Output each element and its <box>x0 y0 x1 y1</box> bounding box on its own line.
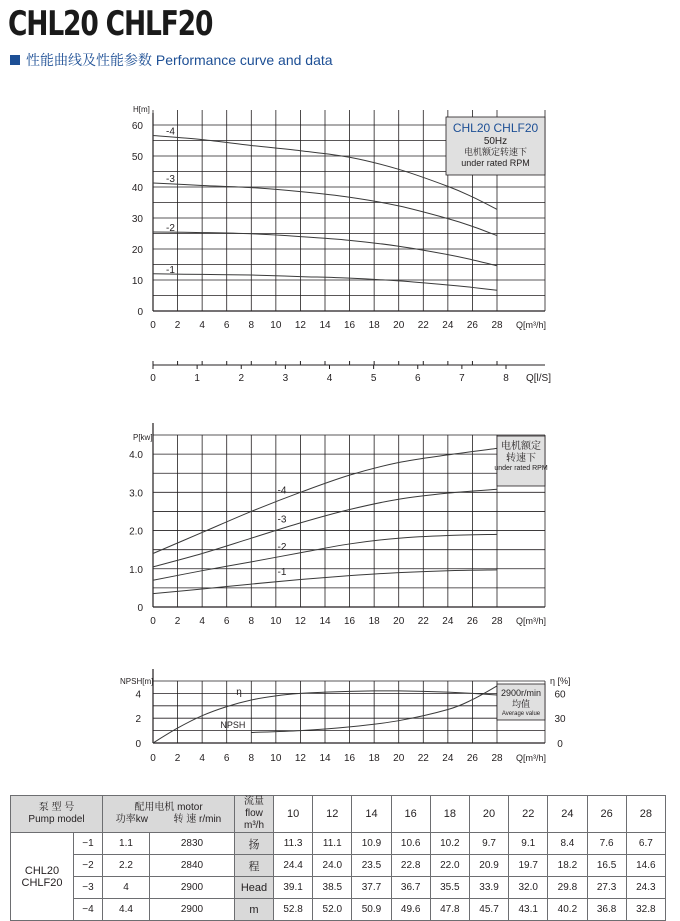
head-cell: 49.6 <box>391 899 430 921</box>
y-tick-label: 3.0 <box>129 488 143 500</box>
head-cell: 38.5 <box>313 877 352 899</box>
head-cell: 52.8 <box>274 899 313 921</box>
head-cell: 52.0 <box>313 899 352 921</box>
y-axis-label: NPSH[m] <box>120 677 154 686</box>
x-tick-label: 16 <box>344 753 356 764</box>
x-tick-label: 22 <box>417 616 429 627</box>
head-cell: 45.7 <box>469 899 508 921</box>
head-cell: 39.1 <box>274 877 313 899</box>
flow-header-en: flow <box>245 808 263 819</box>
y-axis-label: P[kw] <box>133 433 153 442</box>
head-cell: 32.0 <box>509 877 548 899</box>
x-tick-label: 6 <box>223 616 230 627</box>
head-cell: 10.2 <box>430 833 469 855</box>
head-cell: 24.0 <box>313 855 352 877</box>
head-cell: 24.4 <box>274 855 313 877</box>
stage-cell: −3 <box>74 877 103 899</box>
head-cell: 23.5 <box>352 855 391 877</box>
table-row <box>11 833 666 855</box>
x-tick-label: 12 <box>294 753 306 764</box>
x-tick-label: 28 <box>491 320 503 331</box>
x-tick-label: 18 <box>368 616 380 627</box>
x-tick-label: 26 <box>466 320 478 331</box>
model-header-cn: 泵 型 号 <box>38 802 75 813</box>
head-cell: 10.9 <box>352 833 391 855</box>
power-cell: 4.4 <box>103 899 150 921</box>
x-tick-label: 8 <box>248 616 255 627</box>
y-tick-label: 40 <box>131 183 143 194</box>
head-cell: 47.8 <box>430 899 469 921</box>
x-tick-label: 0 <box>150 320 156 331</box>
x-tick-label: 24 <box>442 753 454 764</box>
series-label: -3 <box>277 514 287 526</box>
legend-text: under rated RPM <box>494 465 548 472</box>
head-cell: 11.1 <box>313 833 352 855</box>
table-row <box>11 877 666 899</box>
flow-header-unit: m³/h <box>244 820 264 831</box>
x-tick-label: 4 <box>199 616 205 627</box>
model-name-1: CHL20 <box>24 864 60 877</box>
x-tick-label: 6 <box>223 320 230 331</box>
model-header <box>11 796 103 833</box>
series-label: -4 <box>166 126 175 138</box>
speed-cell: 2900 <box>150 877 235 899</box>
table-row <box>11 899 666 921</box>
motor-header-text: 配用电机 motor <box>134 802 203 813</box>
head-cell: 6.7 <box>626 833 665 855</box>
head-cell: 32.8 <box>626 899 665 921</box>
x-tick-label: 2 <box>174 753 181 764</box>
head-cell: 18.2 <box>548 855 587 877</box>
head-label-cell: m <box>235 899 274 921</box>
head-cell: 14.6 <box>626 855 665 877</box>
y-tick-label: 4.0 <box>129 450 143 462</box>
x-tick-label: 28 <box>491 616 503 627</box>
head-cell: 20.9 <box>469 855 508 877</box>
head-cell: 19.7 <box>509 855 548 877</box>
head-cell: 40.2 <box>548 899 587 921</box>
flow-cell: 22 <box>509 796 548 833</box>
series-label: -3 <box>166 173 175 185</box>
head-cell: 22.8 <box>391 855 430 877</box>
x-tick-label: 14 <box>319 616 331 627</box>
head-cell: 22.0 <box>430 855 469 877</box>
series-label: -1 <box>166 264 175 276</box>
y-axis-label: H[m] <box>133 105 150 114</box>
y-right-tick-label: 30 <box>554 714 566 726</box>
head-cell: 29.8 <box>548 877 587 899</box>
table-row <box>11 855 666 877</box>
legend-text: 转速下 <box>506 453 536 464</box>
flow-cell: 10 <box>274 796 313 833</box>
y-tick-label: 20 <box>131 245 143 256</box>
flow-cell: 18 <box>430 796 469 833</box>
head-cell: 16.5 <box>587 855 626 877</box>
head-cell: 36.7 <box>391 877 430 899</box>
flow-cell: 28 <box>626 796 665 833</box>
head-cell: 7.6 <box>587 833 626 855</box>
power-cell: 1.1 <box>103 833 150 855</box>
qls-axis <box>153 361 545 369</box>
head-cell: 43.1 <box>509 899 548 921</box>
x-tick-label: 22 <box>417 753 429 764</box>
head-cell: 24.3 <box>626 877 665 899</box>
x-tick-label: 18 <box>368 753 380 764</box>
x-tick-label: 10 <box>270 320 282 331</box>
flow-header-cn: 流量 <box>244 796 264 807</box>
y-tick-label: 1.0 <box>129 564 143 576</box>
x-tick-label: 12 <box>294 616 306 627</box>
legend-text: 电机额定转速下 <box>463 147 528 157</box>
x-tick-label: 2 <box>174 320 181 331</box>
page-title: CHL20 CHLF20 <box>8 4 213 44</box>
x-tick-label: 20 <box>393 320 405 331</box>
flow-cell: 14 <box>352 796 391 833</box>
x-axis-label: Q[m³/h] <box>516 753 547 763</box>
x-axis-label: Q[m³/h] <box>516 616 547 626</box>
head-cell: 37.7 <box>352 877 391 899</box>
x-tick-label: 0 <box>150 753 156 764</box>
x-tick-label: 14 <box>319 753 331 764</box>
flow-header <box>235 796 274 833</box>
legend-text: 2900r/min <box>500 688 542 698</box>
flow-cell: 20 <box>469 796 508 833</box>
x-tick-label: 22 <box>417 320 429 331</box>
head-label-cell: 程 <box>235 855 274 877</box>
y-tick-label: 2.0 <box>129 526 143 538</box>
performance-table <box>10 795 666 921</box>
x-tick-label: 20 <box>393 616 405 627</box>
power-chart <box>153 423 548 607</box>
x-tick-label: 2 <box>174 616 181 627</box>
x-tick-label: 8 <box>248 320 255 331</box>
head-cell: 50.9 <box>352 899 391 921</box>
y-tick-label: 50 <box>131 152 143 163</box>
speed-cell: 2900 <box>150 899 235 921</box>
head-cell: 36.8 <box>587 899 626 921</box>
head-cell: 33.9 <box>469 877 508 899</box>
speed-header: 转 速 r/min <box>173 814 222 825</box>
legend-text: under rated RPM <box>461 158 530 168</box>
legend-text: 电机额定 <box>501 441 541 452</box>
stage-cell: −1 <box>74 833 103 855</box>
x-tick-label: 20 <box>393 753 405 764</box>
head-cell: 35.5 <box>430 877 469 899</box>
x-tick-label: 6 <box>223 753 230 764</box>
y-tick-label: 0 <box>137 307 143 318</box>
series-label: -4 <box>277 485 287 497</box>
y-right-tick-label: 60 <box>554 689 566 701</box>
head-cell: 27.3 <box>587 877 626 899</box>
x-tick-label: 4 <box>199 753 205 764</box>
x-tick-label: 28 <box>491 753 503 764</box>
flow-cell: 12 <box>313 796 352 833</box>
head-cell: 10.6 <box>391 833 430 855</box>
qls-tick-label: 2 <box>238 373 245 384</box>
head-label-cell: Head <box>235 877 274 899</box>
x-tick-label: 10 <box>270 753 282 764</box>
x-tick-label: 18 <box>368 320 380 331</box>
series-label: -1 <box>277 567 287 579</box>
x-tick-label: 14 <box>319 320 331 331</box>
x-tick-label: 16 <box>344 616 356 627</box>
x-tick-label: 4 <box>199 320 205 331</box>
model-name-2: CHLF20 <box>21 876 63 889</box>
head-cell: 8.4 <box>548 833 587 855</box>
speed-cell: 2830 <box>150 833 235 855</box>
qls-tick-label: 3 <box>282 373 289 384</box>
y-tick-label: 0 <box>135 739 141 750</box>
head-label-cell: 扬 <box>235 833 274 855</box>
flow-cell: 26 <box>587 796 626 833</box>
x-tick-label: 26 <box>466 616 478 627</box>
flow-cell: 24 <box>548 796 587 833</box>
y-right-tick-label: 0 <box>557 739 563 750</box>
y-tick-label: 4 <box>135 689 141 701</box>
x-tick-label: 12 <box>294 320 306 331</box>
series-label: -2 <box>166 222 175 234</box>
x-tick-label: 10 <box>270 616 282 627</box>
power-cell: 2.2 <box>103 855 150 877</box>
legend-text: 50Hz <box>483 136 508 147</box>
x-tick-label: 24 <box>442 320 454 331</box>
speed-cell: 2840 <box>150 855 235 877</box>
qls-tick-label: 5 <box>370 373 377 384</box>
series-label: -2 <box>277 542 287 554</box>
legend-text: CHL20 CHLF20 <box>452 121 539 135</box>
qls-tick-label: 0 <box>150 373 156 384</box>
table-header-row <box>11 796 666 833</box>
x-tick-label: 26 <box>466 753 478 764</box>
qls-tick-label: 6 <box>414 373 421 384</box>
series-label-npsh: NPSH <box>220 719 246 730</box>
y-right-axis-label: η [%] <box>550 676 571 686</box>
model-name-cell <box>11 833 74 921</box>
stage-cell: −4 <box>74 899 103 921</box>
y-tick-label: 30 <box>131 214 143 225</box>
qls-tick-label: 1 <box>194 373 200 384</box>
power-header: 功率kw <box>115 814 148 825</box>
model-header-en: Pump model <box>28 814 85 825</box>
head-cell: 9.7 <box>469 833 508 855</box>
x-tick-label: 0 <box>150 616 156 627</box>
x-axis-label: Q[m³/h] <box>516 320 547 330</box>
legend-text: 均值 <box>511 699 531 709</box>
subtitle-text: 性能曲线及性能参数 Performance curve and data <box>26 52 333 68</box>
y-tick-label: 60 <box>131 121 143 132</box>
head-cell: 11.3 <box>274 833 313 855</box>
qls-tick-label: 4 <box>326 373 333 384</box>
motor-header <box>103 796 235 833</box>
y-tick-label: 0 <box>137 603 143 614</box>
series-label-eta: η <box>236 687 242 699</box>
qls-axis-label: Q[l/S] <box>526 373 552 384</box>
qls-tick-label: 8 <box>503 373 509 384</box>
x-tick-label: 24 <box>442 616 454 627</box>
npsh-chart <box>153 669 545 743</box>
y-tick-label: 10 <box>131 276 143 287</box>
x-tick-label: 16 <box>344 320 356 331</box>
legend-text: Average value <box>501 711 541 717</box>
x-tick-label: 8 <box>248 753 255 764</box>
qls-tick-label: 7 <box>459 373 465 384</box>
flow-cell: 16 <box>391 796 430 833</box>
y-tick-label: 2 <box>135 714 141 726</box>
power-cell: 4 <box>103 877 150 899</box>
head-cell: 9.1 <box>509 833 548 855</box>
stage-cell: −2 <box>74 855 103 877</box>
